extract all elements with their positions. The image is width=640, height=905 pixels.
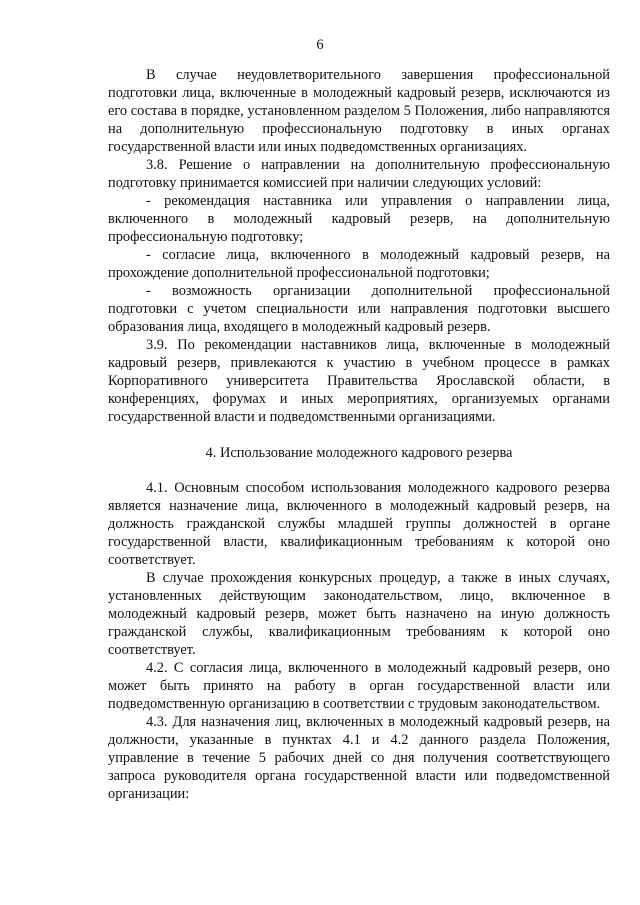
paragraph-unsatisfactory-completion: В случае неудовлетворительного завершения профессиональной подготовки лица, включенные в молодежный кадровый резерв, исключаются из его состава в порядке, установленном разделом 5 Положения, либо направляются на дополнительную профессиональную подготовку в иных органах государственной власти или иных подведомственных организациях.	[108, 67, 610, 155]
section-heading: 4. Использование молодежного кадрового резерва	[205, 445, 513, 461]
paragraph-3-8: 3.8. Решение о направлении на дополнительную профессиональную подготовку принимается комиссией при наличии следующих условий:	[108, 157, 610, 191]
paragraph-4-3: 4.3. Для назначения лиц, включенных в молодежный кадровый резерв, на должности, указанные в пунктах 4.1 и 4.2 данного раздела Положения, управление в течение 5 рабочих дней со дня получения соответствующего запроса руководителя органа государственной власти или подведомственной организации:	[108, 714, 610, 802]
paragraph-4-1: 4.1. Основным способом использования молодежного кадрового резерва является назначение лица, включенного в молодежный кадровый резерв, на должность гражданской службы младшей группы должностей в органе государственной власти, квалификационным требованиям к которой оно соответствует.	[108, 480, 610, 568]
paragraph-4-2: 4.2. С согласия лица, включенного в молодежный кадровый резерв, оно может быть принято на работу в орган государственной власти или подведомственную организацию в соответствии с трудовым законодательством.	[108, 660, 610, 712]
document-body	[108, 66, 610, 803]
page-number: 6	[316, 37, 324, 53]
list-item-mentor-recommendation: - рекомендация наставника или управления о направлении лица, включенного в молодежный кадровый резерв, на дополнительную профессиональную подготовку;	[108, 193, 610, 245]
paragraph-3-9: 3.9. По рекомендации наставников лица, включенные в молодежный кадровый резерв, привлекаются к участию в учебном процессе в рамках Корпоративного университета Правительства Ярославской области, в конференциях, форумах и иных мероприятиях, организуемых органами государственной власти и подведомственными организациями.	[108, 337, 610, 425]
paragraph-competitive-procedures: В случае прохождения конкурсных процедур, а также в иных случаях, установленных действующим законодательством, лицо, включенное в молодежный кадровый резерв, может быть назначено на иную должность гражданской службы, квалификационным требованиям к которой оно соответствует.	[108, 570, 610, 658]
list-item-consent: - согласие лица, включенного в молодежный кадровый резерв, на прохождение дополнительной профессиональной подготовки;	[108, 247, 610, 281]
list-item-possibility: - возможность организации дополнительной профессиональной подготовки с учетом специальности или направления подготовки высшего образования лица, входящего в молодежный кадровый резерв.	[108, 283, 610, 335]
